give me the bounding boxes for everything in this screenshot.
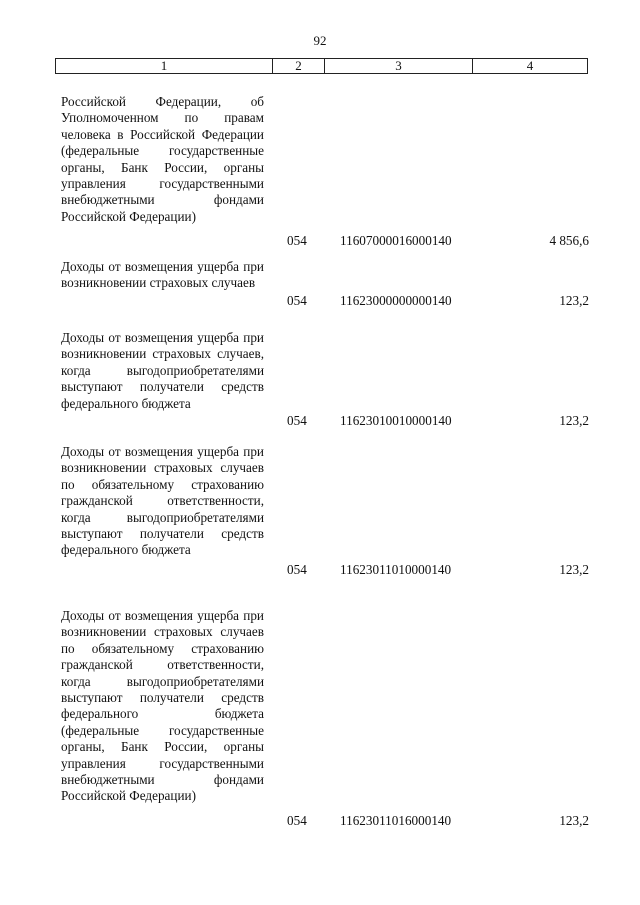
row-description: Доходы от возмещения ущерба при возникновении страховых случаев, когда выгодоприобретателями выступают получатели средств федерального бюджета xyxy=(61,330,264,411)
page-number: 92 xyxy=(313,33,327,48)
table-row xyxy=(61,94,589,249)
header-col-4: 4 xyxy=(526,58,534,73)
table-row xyxy=(61,330,589,429)
row-admin-code: 054 xyxy=(287,812,307,828)
row-budget-code: 11623011010000140 xyxy=(340,561,452,577)
row-budget-code: 11623000000000140 xyxy=(340,292,452,308)
row-amount: 123,2 xyxy=(559,292,589,308)
row-amount: 123,2 xyxy=(559,561,589,577)
row-amount: 123,2 xyxy=(559,412,589,428)
table-row xyxy=(61,608,589,829)
header-col-1: 1 xyxy=(56,59,273,73)
row-budget-code: 11623010010000140 xyxy=(340,412,452,428)
row-description: Доходы от возмещения ущерба при возникновении страховых случаев по обязательному страхованию гражданской ответственности, когда выгодоприобретателями выступают получатели средств федерального бюджета xyxy=(61,444,264,558)
row-description: Доходы от возмещения ущерба при возникновении страховых случаев по обязательному страхованию гражданской ответственности, когда выгодоприобретателями выступают получатели средств федерального бюджета (федеральные государственные органы, Банк России, органы управления государственными внебюджетными фондами Российской Федерации) xyxy=(61,608,264,804)
header-col-3: 3 xyxy=(325,59,473,73)
table-row xyxy=(61,444,589,578)
table-row xyxy=(61,259,589,309)
table-header xyxy=(55,58,588,74)
row-admin-code: 054 xyxy=(287,412,307,428)
header-col-2: 2 xyxy=(273,59,325,73)
row-description: Российской Федерации, об Уполномоченном по правам человека в Российской Федерации (федеральные государственные органы, Банк России, органы управления государственными внебюджетными фондами Российской Федерации) xyxy=(61,94,264,224)
row-amount: 4 856,6 xyxy=(549,232,589,248)
row-budget-code: 11607000016000140 xyxy=(340,232,452,248)
row-admin-code: 054 xyxy=(287,561,307,577)
row-admin-code: 054 xyxy=(287,232,307,248)
row-description: Доходы от возмещения ущерба при возникновении страховых случаев xyxy=(61,259,264,291)
row-budget-code: 11623011016000140 xyxy=(340,812,452,828)
row-amount: 123,2 xyxy=(559,812,589,828)
row-admin-code: 054 xyxy=(287,292,307,308)
